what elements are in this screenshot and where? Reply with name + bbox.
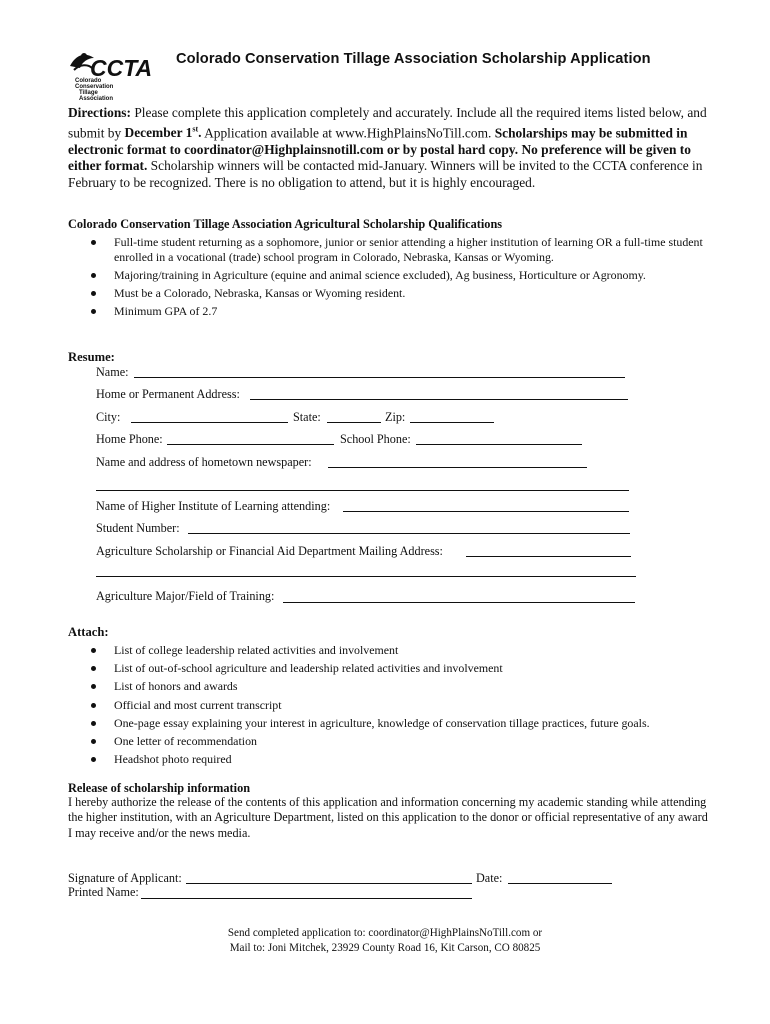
directions-label: Directions: [68, 105, 131, 120]
city-field[interactable] [131, 422, 288, 423]
name-label: Name: [96, 365, 129, 379]
state-field[interactable] [327, 422, 381, 423]
major-label: Agriculture Major/Field of Training: [96, 589, 275, 603]
home-phone-field[interactable] [167, 444, 334, 445]
mailing-address-field[interactable] [466, 556, 631, 557]
directions-text-2: Application available at www.HighPlainsNoTill.com. [201, 125, 495, 141]
mailing-address-field-line-2[interactable] [96, 576, 636, 577]
list-item: List of out-of-school agriculture and leadership related activities and involvement [68, 661, 728, 676]
page-title: Colorado Conservation Tillage Association Scholarship Application [176, 51, 651, 67]
student-number-label: Student Number: [96, 521, 180, 535]
zip-field[interactable] [410, 422, 494, 423]
major-field[interactable] [283, 602, 635, 603]
mailing-address-label: Agriculture Scholarship or Financial Aid Department Mailing Address: [96, 544, 443, 558]
directions-paragraph [68, 105, 708, 191]
directions-bold: Scholarships may be submitted in electronic format to coordinator@Highplainsnotill.com or by postal hard copy. No preference will be given to either format. [68, 125, 691, 174]
signature-label: Signature of Applicant: [68, 871, 182, 885]
list-item: Full-time student returning as a sophomore, junior or senior attending a higher institution of learning OR a full-time student enrolled in a vocational (trade) school program in Colorado, Nebraska, Kansas or Wyoming. [68, 235, 708, 265]
deadline: December 1st. [124, 124, 202, 141]
list-item: Majoring/training in Agriculture (equine and animal science excluded), Ag business, Horticulture or Agronomy. [68, 268, 708, 283]
logo-caption-3: Tillage [79, 90, 98, 96]
list-item: One letter of recommendation [68, 734, 728, 749]
list-item: Minimum GPA of 2.7 [68, 304, 708, 319]
resume-heading: Resume: [68, 350, 115, 364]
ccta-logo-icon [66, 46, 162, 102]
printed-name-label: Printed Name: [68, 885, 139, 899]
logo-letters: CCTA [90, 55, 153, 81]
footer-line-1: Send completed application to: coordinator@HighPlainsNoTill.com or [227, 927, 543, 939]
state-label: State: [293, 410, 321, 424]
address-label: Home or Permanent Address: [96, 387, 240, 401]
institute-field[interactable] [343, 511, 629, 512]
qualifications-heading: Colorado Conservation Tillage Association Agricultural Scholarship Qualifications [68, 217, 503, 231]
list-item: List of college leadership related activities and involvement [68, 643, 728, 658]
list-item: One-page essay explaining your interest in agriculture, knowledge of conservation tillage practices, future goals. [68, 716, 728, 731]
signature-field[interactable] [186, 883, 472, 884]
directions-text-1: Please complete this application completely and accurately. Include all the required items listed below, and submit by [68, 105, 707, 141]
logo-caption-1: Colorado [75, 78, 102, 84]
zip-label: Zip: [385, 410, 406, 424]
list-item: Must be a Colorado, Nebraska, Kansas or Wyoming resident. [68, 286, 708, 301]
footer-line-2: Mail to: Joni Mitchek, 23929 County Road 16, Kit Carson, CO 80825 [229, 942, 541, 955]
city-label: City: [96, 410, 121, 424]
home-phone-label: Home Phone: [96, 432, 163, 446]
school-phone-field[interactable] [416, 444, 582, 445]
printed-name-field[interactable] [141, 898, 472, 899]
newspaper-field-line-2[interactable] [96, 490, 629, 491]
qualifications-list [68, 235, 708, 323]
date-field[interactable] [508, 883, 612, 884]
logo-caption-4: Association [79, 96, 114, 102]
release-heading: Release of scholarship information [68, 781, 251, 795]
institute-label: Name of Higher Institute of Learning attending: [96, 499, 331, 513]
list-item: Official and most current transcript [68, 698, 728, 713]
student-number-field[interactable] [188, 533, 630, 534]
footer [0, 926, 770, 956]
newspaper-label: Name and address of hometown newspaper: [96, 455, 312, 469]
name-field[interactable] [134, 377, 625, 378]
list-item: List of honors and awards [68, 679, 728, 694]
list-item: Headshot photo required [68, 752, 728, 767]
attach-heading: Attach: [68, 625, 109, 639]
newspaper-field[interactable] [328, 467, 587, 468]
address-field[interactable] [250, 399, 628, 400]
release-text: I hereby authorize the release of the contents of this application and information concerning my academic standing while attending the higher institution, with an Agriculture Department, listed on this application to the donor or official representative of any award I may receive and/or the news media. [68, 795, 708, 840]
school-phone-label: School Phone: [340, 432, 411, 446]
logo-caption-2: Conservation [75, 84, 114, 90]
attach-list [68, 643, 728, 770]
date-label: Date: [476, 871, 503, 885]
directions-text-3: Scholarship winners will be contacted mid-January. Winners will be invited to the CCTA conference in February to be recognized. There is no obligation to attend, but it is highly encouraged. [68, 158, 703, 190]
